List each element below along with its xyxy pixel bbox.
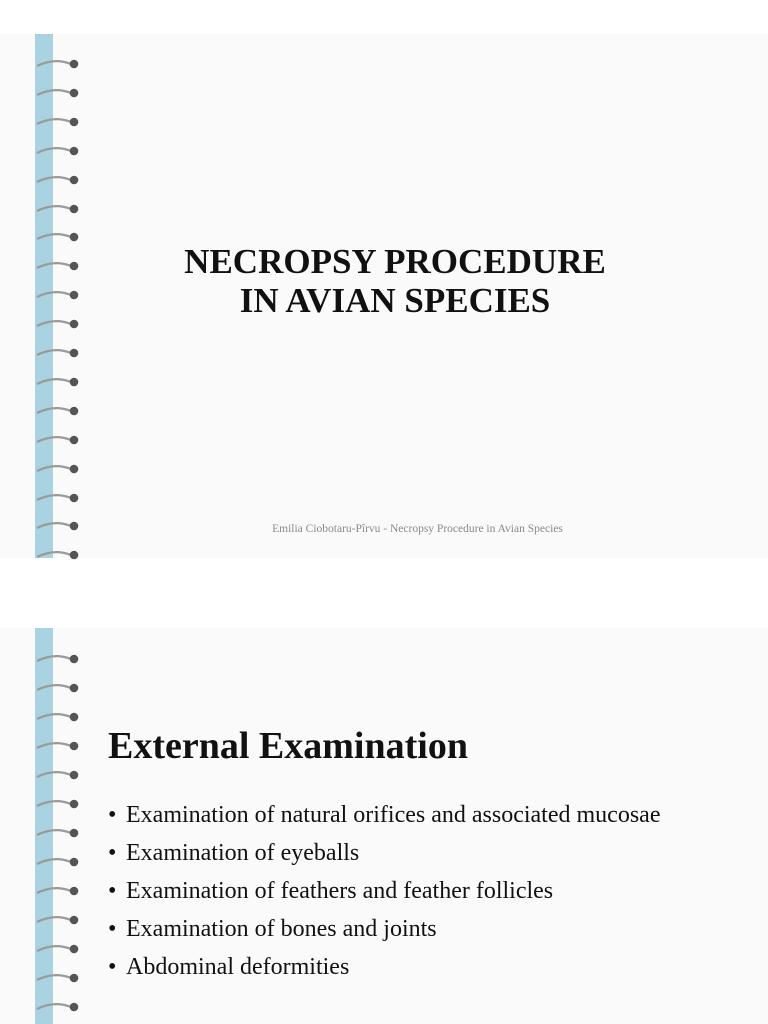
binding-ring-icon bbox=[35, 971, 81, 985]
slide-2-title: External Examination bbox=[108, 725, 468, 767]
slide-1-footer: Emilia Ciobotaru-Pîrvu - Necropsy Procedure in Avian Species bbox=[272, 523, 563, 535]
binding-ring-icon bbox=[35, 259, 81, 273]
bullet-icon: • bbox=[108, 802, 117, 828]
slide-1-title bbox=[110, 242, 680, 320]
binding-ring-icon bbox=[35, 404, 81, 418]
bullet-list bbox=[108, 800, 728, 990]
binding-ring-icon bbox=[35, 57, 81, 71]
binding-ring-icon bbox=[35, 375, 81, 389]
list-item bbox=[108, 800, 728, 830]
binding-ring-icon bbox=[35, 1000, 81, 1014]
list-item bbox=[108, 914, 728, 944]
slide-2 bbox=[0, 628, 768, 1024]
list-item-text: Examination of eyeballs bbox=[126, 840, 360, 866]
binding-ring-icon bbox=[35, 317, 81, 331]
slide-1-title-line-1: NECROPSY PROCEDURE bbox=[184, 242, 606, 281]
list-item bbox=[108, 838, 728, 868]
bullet-icon: • bbox=[108, 916, 117, 942]
binding-ring-icon bbox=[35, 144, 81, 158]
bullet-icon: • bbox=[108, 878, 117, 904]
list-item-text: Examination of feathers and feather follicles bbox=[126, 878, 554, 904]
list-item-text: Examination of bones and joints bbox=[126, 916, 437, 942]
spiral-binding bbox=[35, 628, 53, 1024]
binding-ring-icon bbox=[35, 86, 81, 100]
binding-ring-icon bbox=[35, 768, 81, 782]
binding-ring-icon bbox=[35, 462, 81, 476]
binding-ring-icon bbox=[35, 855, 81, 869]
bullet-icon: • bbox=[108, 954, 117, 980]
binding-ring-icon bbox=[35, 491, 81, 505]
list-item-text: Abdominal deformities bbox=[126, 954, 350, 980]
binding-ring-icon bbox=[35, 288, 81, 302]
binding-ring-icon bbox=[35, 942, 81, 956]
slide-1 bbox=[0, 34, 768, 558]
binding-ring-icon bbox=[35, 519, 81, 533]
binding-ring-icon bbox=[35, 797, 81, 811]
binding-ring-icon bbox=[35, 826, 81, 840]
binding-ring-icon bbox=[35, 710, 81, 724]
list-item-text: Examination of natural orifices and associated mucosae bbox=[126, 802, 661, 828]
binding-ring-icon bbox=[35, 230, 81, 244]
bullet-icon: • bbox=[108, 840, 117, 866]
list-item bbox=[108, 952, 728, 982]
binding-ring-icon bbox=[35, 884, 81, 898]
binding-ring-icon bbox=[35, 173, 81, 187]
binding-ring-icon bbox=[35, 115, 81, 129]
binding-ring-icon bbox=[35, 652, 81, 666]
list-item bbox=[108, 876, 728, 906]
slide-1-title-line-2: IN AVIAN SPECIES bbox=[239, 281, 551, 320]
binding-ring-icon bbox=[35, 433, 81, 447]
binding-ring-icon bbox=[35, 202, 81, 216]
spiral-binding bbox=[35, 34, 53, 558]
binding-ring-icon bbox=[35, 681, 81, 695]
binding-ring-icon bbox=[35, 913, 81, 927]
binding-ring-icon bbox=[35, 346, 81, 360]
binding-ring-icon bbox=[35, 739, 81, 753]
binding-ring-icon bbox=[35, 548, 81, 562]
